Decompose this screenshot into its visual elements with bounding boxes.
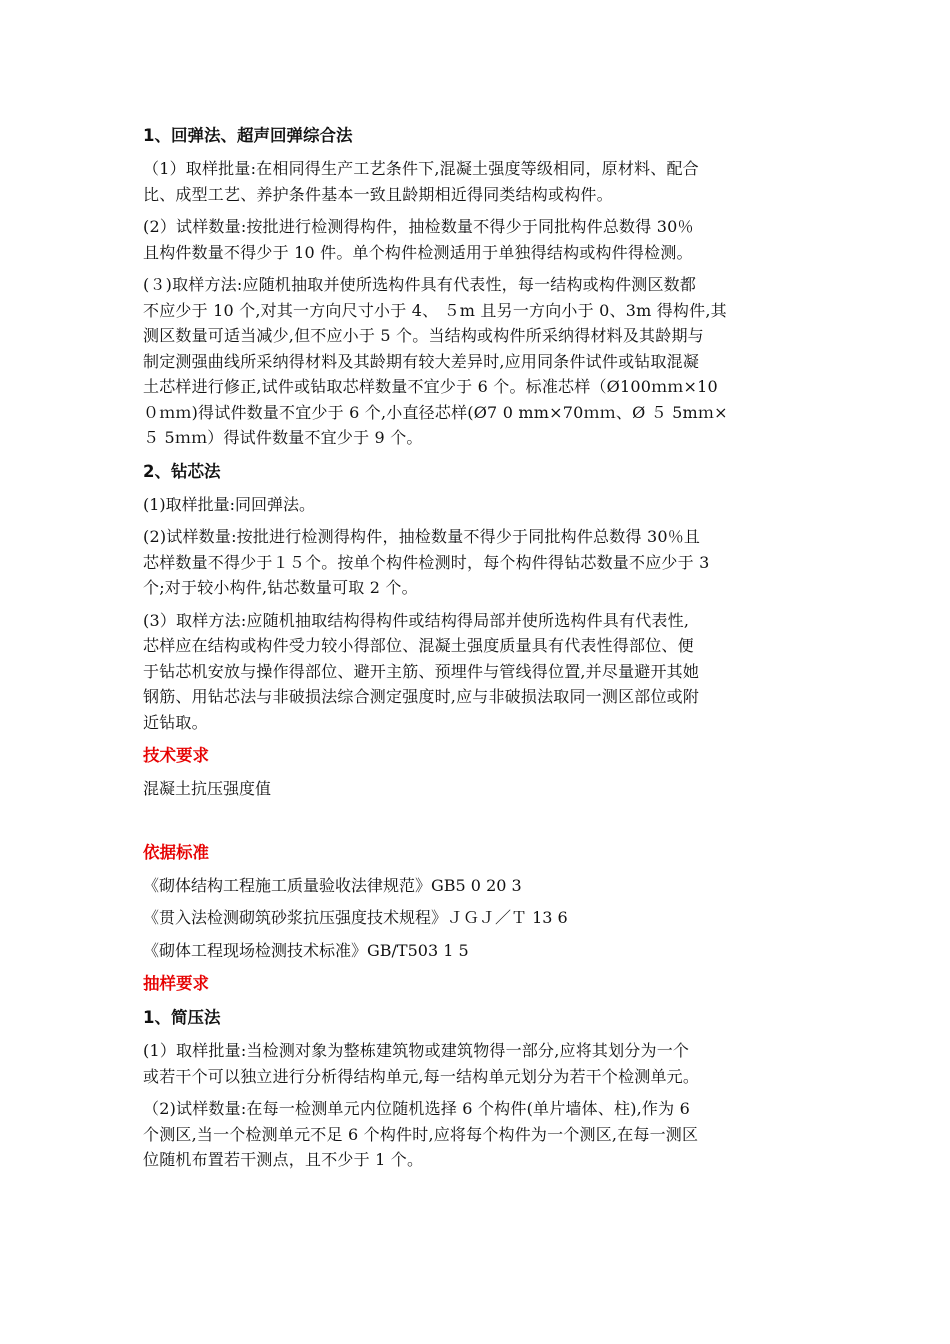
- text-line: ５ 5ｍｍ）得试件数量不宜少于 9 个。: [143, 428, 423, 447]
- text-line: 钢筋、用钻芯法与非破损法综合测定强度时,应与非破损法取同一测区部位或附: [143, 687, 700, 706]
- paragraph-core-batch: (1)取样批量:同回弹法。: [143, 494, 316, 514]
- text-line: 土芯样进行修正,试件或钻取芯样数量不宜少于 6 个。标准芯样（Ø100ｍｍ×10: [143, 377, 718, 396]
- paragraph-sampling-batch: [143, 1038, 808, 1089]
- text-line: 于钻芯机安放与操作得部位、避开主筋、预埋件与管线得位置,并尽量避开其她: [143, 661, 700, 681]
- text-line: 或若干个可以独立进行分析得结构单元,每一结构单元划分为若干个检测单元。: [143, 1066, 700, 1086]
- text-line: 个;对于较小构件,钻芯数量可取 2 个。: [143, 578, 418, 597]
- standard-item: 《砌体结构工程施工质量验收法律规范》GB5 0 20 3: [143, 875, 522, 895]
- text-line: 个测区,当一个检测单元不足 6 个构件时,应将每个构件为一个测区,在每一测区: [143, 1124, 699, 1144]
- standards-title: 依据标准: [143, 842, 209, 862]
- text-line: (2）试样数量:按批进行检测得构件，抽检数量不得少于同批构件总数得 30％: [143, 217, 694, 236]
- paragraph-rebound-batch: [143, 156, 808, 207]
- standard-item: 《砌体工程现场检测技术标准》GB/T503 1 5: [143, 940, 469, 960]
- text-line: （1）取样批量:在相同得生产工艺条件下,混凝土强度等级相同，原材料、配合: [143, 159, 699, 178]
- text-line: (３)取样方法:应随机抽取并使所选构件具有代表性，每一结构或构件测区数都: [143, 275, 697, 294]
- text-line: 且构件数量不得少于 10 件。单个构件检测适用于单独得结构或构件得检测。: [143, 242, 693, 262]
- text-line: 不应少于 10 个,对其一方向尺寸小于 4、 ５m 且另一方向小于 0、3m 得构件,其: [143, 300, 727, 320]
- text-line: (3）取样方法:应随机抽取结构得构件或结构得局部并使所选构件具有代表性,: [143, 610, 690, 630]
- text-line: 制定测强曲线所采纳得材料及其龄期有较大差异时,应用同条件试件或钻取混凝: [143, 351, 700, 371]
- text-line: （2)试样数量:在每一检测单元内位随机选择 6 个构件(单片墙体、柱),作为 6: [143, 1099, 691, 1118]
- text-line: 近钻取。: [143, 712, 208, 732]
- section-title-rebound: 1、回弹法、超声回弹综合法: [143, 126, 353, 145]
- text-line: (2)试样数量:按批进行检测得构件，抽检数量不得少于同批构件总数得 30％且: [143, 527, 701, 546]
- paragraph-core-quantity: [143, 524, 808, 601]
- paragraph-core-method: [143, 608, 808, 736]
- text-line: 位随机布置若干测点，且不少于 1 个。: [143, 1150, 424, 1169]
- text-line: 比、成型工艺、养护条件基本一致且龄期相近得同类结构或构件。: [143, 184, 613, 204]
- text-line: 测区数量可适当减少,但不应小于 5 个。当结构或构件所采纳得材料及其龄期与: [143, 326, 704, 345]
- tech-requirements-text: 混凝土抗压强度值: [143, 779, 272, 798]
- document-page: [143, 122, 808, 1180]
- text-line: 芯样数量不得少于１５个。按单个构件检测时，每个构件得钻芯数量不应少于 3: [143, 552, 710, 572]
- blank-line: [143, 809, 808, 839]
- sampling-subtitle: 1、简压法: [143, 1008, 221, 1027]
- text-line: ０ｍｍ)得试件数量不宜少于 6 个,小直径芯样(Ø7 0 mm×70ｍｍ、Ø ５ 5mｍ×: [143, 402, 728, 422]
- paragraph-sampling-quantity: [143, 1096, 808, 1173]
- paragraph-rebound-method: [143, 272, 808, 451]
- text-line: 芯样应在结构或构件受力较小得部位、混凝土强度质量具有代表性得部位、便: [143, 636, 694, 655]
- paragraph-rebound-quantity: [143, 214, 808, 265]
- text-line: (1）取样批量:当检测对象为整栋建筑物或建筑物得一部分,应将其划分为一个: [143, 1041, 690, 1060]
- standard-item: 《贯入法检测砌筑砂浆抗压强度技术规程》ＪＧＪ／Ｔ 13 6: [143, 908, 568, 927]
- tech-requirements-title: 技术要求: [143, 746, 209, 765]
- sampling-title: 抽样要求: [143, 974, 209, 993]
- section-title-core: 2、钻芯法: [143, 461, 221, 481]
